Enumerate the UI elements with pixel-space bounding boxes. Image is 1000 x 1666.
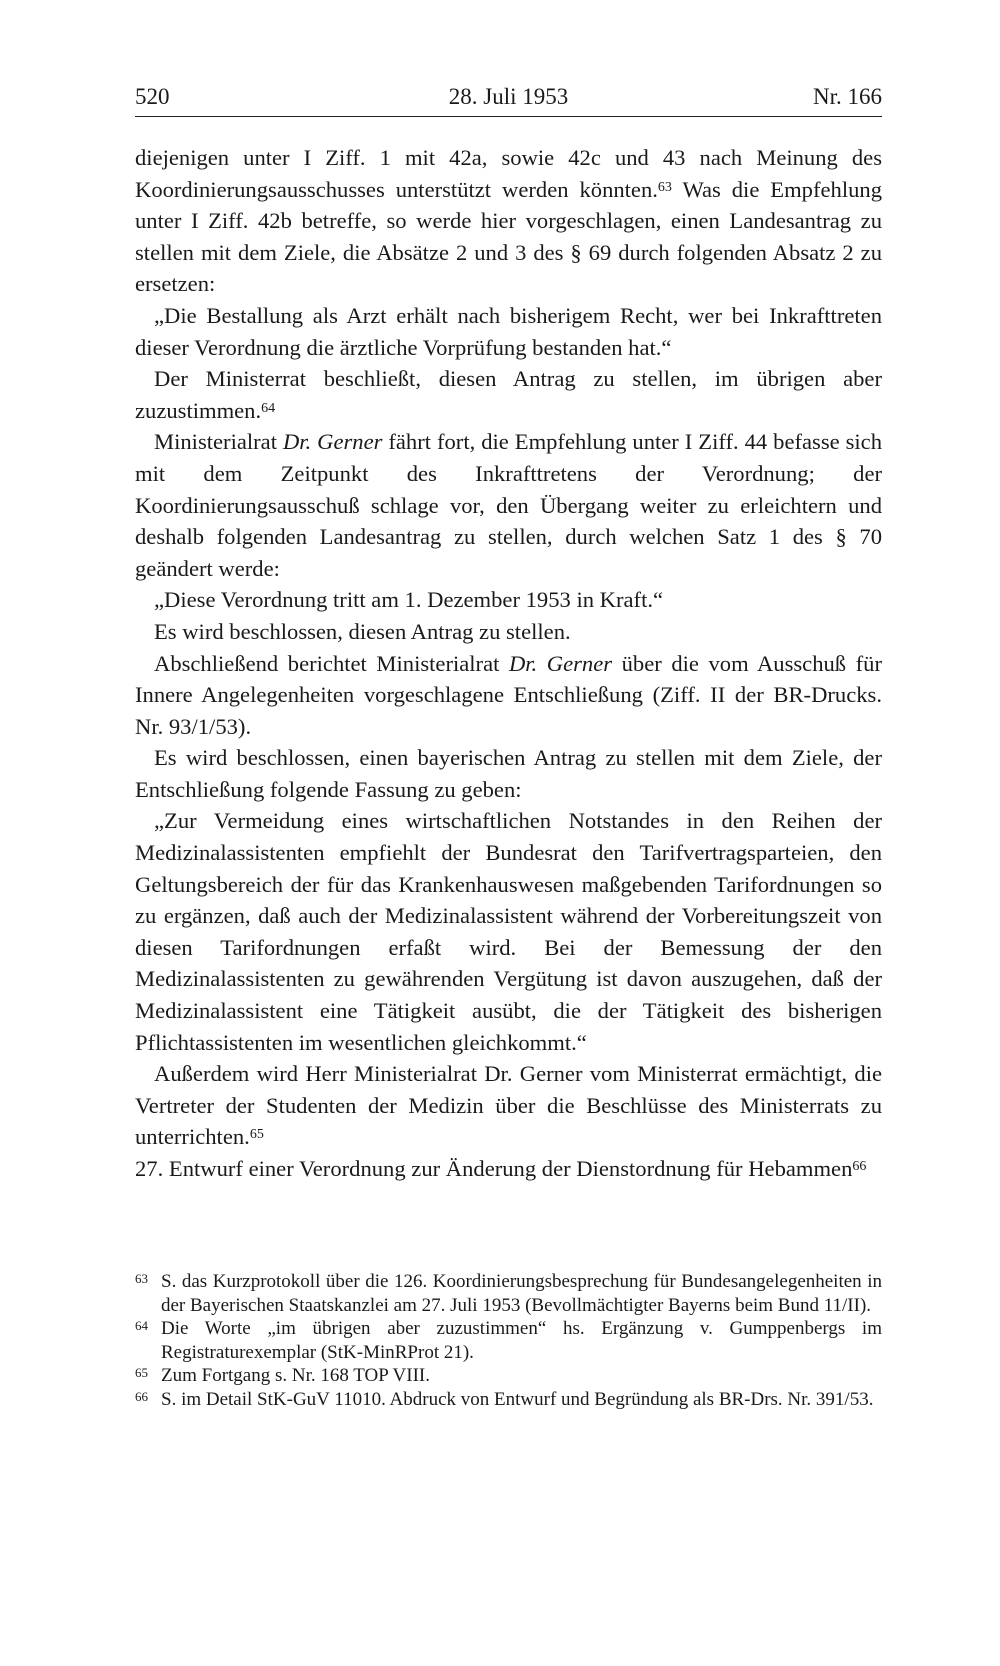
- footnote: 65 Zum Fortgang s. Nr. 168 TOP VIII.: [135, 1365, 430, 1386]
- footnote: 66 S. im Detail StK-GuV 11010. Abdruck von Entwurf und Begründung als BR-Drs. Nr. 391/53.: [135, 1388, 874, 1410]
- paragraph: Es wird beschlossen, diesen Antrag zu stellen.: [154, 618, 571, 644]
- footnote: 64 Die Worte „im übrigen aber zuzustimmen“ hs. Ergänzung v. Gumppenbergs im Registraturexemplar (StK-MinRProt 21).: [135, 1318, 882, 1363]
- section-heading: 27. Entwurf einer Verordnung zur Änderung der Dienstordnung für Hebammen$^{66}$: [135, 1156, 867, 1181]
- footnote-ref: 63: [657, 179, 672, 195]
- person-name: Dr. Gerner: [282, 429, 383, 455]
- quote-paragraph: „Die Bestallung als Arzt erhält nach bisherigem Recht, wer bei Inkrafttreten dieser Verordnung die ärztliche Vorprüfung bestanden hat.“: [135, 302, 882, 360]
- paragraph: Abschließend berichtet Ministerialrat Dr. Gerner über die vom Ausschuß für Innere Angelegenheiten vorgeschlagene Entschließung (Ziff. II der BR-Drucks. Nr. 93/1/53).: [135, 650, 883, 739]
- footnote: 63 S. das Kurzprotokoll über die 126. Koordinierungsbesprechung für Bundesangelegenheiten in der Bayerischen Staatskanzlei am 27. Juli 1953 (Bevollmächtigter Bayerns beim Bund 11/II).: [135, 1271, 882, 1316]
- running-header: [135, 82, 882, 117]
- footnote-ref: 64: [261, 400, 276, 416]
- footnote-ref: 66: [852, 1159, 867, 1174]
- person-name: Dr. Gerner: [508, 650, 613, 676]
- paragraph: Ministerialrat Dr. Gerner fährt fort, die Empfehlung unter I Ziff. 44 befasse sich mit dem Zeitpunkt des Inkrafttretens der Verordnung; der Koordinierungsausschuß schlage vor, den Übergang weiter zu erleichtern und deshalb folgenden Landesantrag zu stellen, durch welchen Satz 1 des § 70 geändert werde:: [135, 429, 882, 581]
- page-number: 520: [135, 84, 170, 109]
- quote-paragraph: „Zur Vermeidung eines wirtschaftlichen Notstandes in den Reihen der Medizinalassistenten empfiehlt der Bundesrat den Tarifvertragsparteien, den Geltungsbereich der für das Krankenhauswesen maßgebenden Tarifordnungen so zu ergänzen, daß auch der Medizinalassistent während der Vorbereitungszeit von diesen Tarifordnungen erfaßt wird. Bei der Bemessung der den Medizinalassistenten zu gewährenden Vergütung ist davon auszugehen, daß der Medizinalassistent eine Tätigkeit ausübt, die der Tätigkeit des bisherigen Pflichtassistenten im wesentlichen gleichkommt.“: [135, 808, 882, 1055]
- paragraph: diejenigen unter I Ziff. 1 mit 42a, sowie 42c und 43 nach Meinung des Koordinierungsausschusses unterstützt werden könnten.$^{63}$ Was die Empfehlung unter I Ziff. 42b betreffe, so werde hier vorgeschlagen, einen Landesantrag zu stellen mit dem Ziele, die Absätze 2 und 3 des § 69 durch folgenden Absatz 2 zu ersetzen:: [135, 145, 882, 297]
- paragraph: Der Ministerrat beschließt, diesen Antrag zu stellen, im übrigen aber zuzustimmen.$^{64}$: [135, 366, 882, 423]
- paragraph: Es wird beschlossen, einen bayerischen Antrag zu stellen mit dem Ziele, der Entschließung folgende Fassung zu geben:: [135, 745, 882, 802]
- main-text: [135, 142, 882, 1185]
- quote-paragraph: „Diese Verordnung tritt am 1. Dezember 1953 in Kraft.“: [154, 587, 664, 613]
- issue-number: Nr. 166: [813, 84, 882, 109]
- paragraph: Außerdem wird Herr Ministerialrat Dr. Gerner vom Ministerrat ermächtigt, die Vertreter der Studenten der Medizin über die Beschlüsse des Ministerrats zu unterrichten.$^{65}$: [135, 1061, 882, 1150]
- footnote-ref: 65: [249, 1127, 264, 1143]
- header-date: 28. Juli 1953: [448, 84, 569, 109]
- footnotes: [135, 1270, 882, 1411]
